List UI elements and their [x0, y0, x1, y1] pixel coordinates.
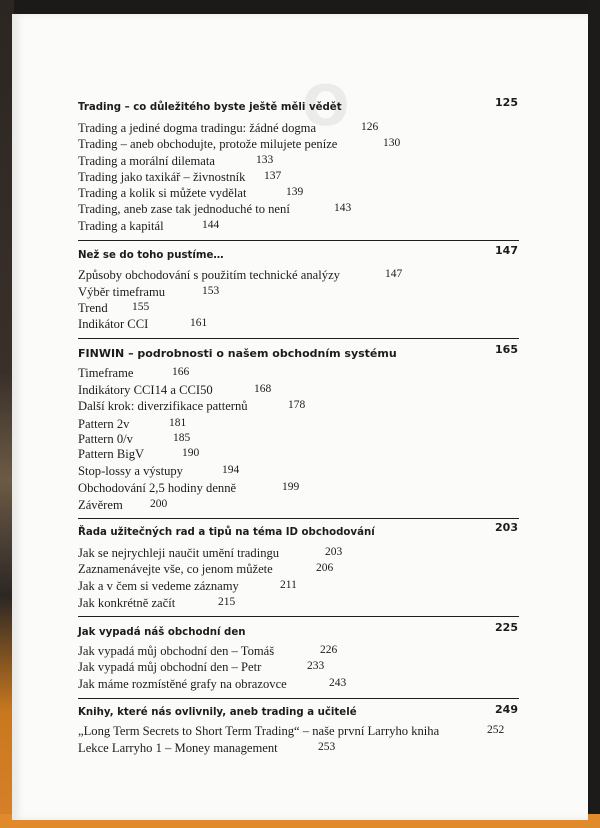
entry-title: Trading jako taxikář – živnostník — [78, 170, 246, 184]
entry-page-number: 243 — [329, 677, 347, 689]
entry-page-number: 139 — [286, 186, 304, 198]
toc-entry — [78, 644, 338, 658]
entry-title: „Long Term Secrets to Short Term Trading“ – naše první Larryho kniha — [78, 724, 440, 738]
entry-title: Jak máme rozmístěné grafy na obrazovce — [78, 677, 287, 691]
entry-page-number: 181 — [169, 417, 187, 429]
toc-entry — [78, 268, 403, 282]
entry-title: Lekce Larryho 1 – Money management — [78, 741, 278, 755]
entry-title: Trading a kapitál — [78, 219, 164, 233]
entry-page-number: 178 — [288, 399, 306, 411]
entry-page-number: 252 — [487, 724, 505, 736]
entry-page-number: 126 — [361, 121, 379, 133]
toc-entry — [78, 481, 300, 495]
section-page-number: 147 — [495, 244, 518, 257]
entry-title: Pattern 0/v — [78, 432, 133, 446]
section-divider — [78, 518, 519, 519]
section-divider — [78, 338, 519, 339]
toc-entry — [78, 562, 334, 576]
entry-title: Trading a jediné dogma tradingu: žádné dogma — [78, 121, 317, 135]
toc-entry — [78, 724, 505, 738]
entry-title: Obchodování 2,5 hodiny denně — [78, 481, 237, 495]
entry-page-number: 144 — [202, 219, 220, 231]
show-through-text: O — [302, 74, 350, 139]
section-page-number: 225 — [495, 621, 518, 634]
section-page-number: 203 — [495, 521, 518, 534]
entry-title: Závěrem — [78, 498, 123, 512]
entry-title: Indikátor CCI — [78, 317, 149, 331]
entry-title: Timeframe — [78, 366, 134, 380]
background-right — [586, 0, 600, 828]
entry-page-number: 190 — [182, 447, 200, 459]
section-heading: Knihy, které nás ovlivnily, aneb trading a učitelé — [78, 707, 357, 718]
toc-entry — [78, 447, 200, 461]
toc-entry — [78, 170, 282, 184]
toc-entry — [78, 579, 297, 593]
section-divider — [78, 698, 519, 699]
entry-title: Další krok: diverzifikace patternů — [78, 399, 248, 413]
entry-page-number: 143 — [334, 202, 352, 214]
entry-page-number: 211 — [280, 579, 297, 591]
section-page-number: 125 — [495, 96, 518, 109]
section-heading: Trading – co důležitého byste ještě měli vědět — [78, 102, 342, 113]
entry-page-number: 233 — [307, 660, 325, 672]
entry-title: Výběr timeframu — [78, 285, 166, 299]
toc-entry — [78, 137, 401, 151]
toc-entry — [78, 154, 274, 168]
toc-entry — [78, 285, 220, 299]
toc-entry — [78, 399, 306, 413]
section-heading: Jak vypadá náš obchodní den — [78, 627, 246, 638]
toc-entry — [78, 202, 352, 216]
section-heading: Než se do toho pustíme… — [78, 250, 224, 261]
entry-title: Jak konkrétně začít — [78, 596, 176, 610]
entry-title: Trading a kolik si můžete vydělat — [78, 186, 247, 200]
entry-page-number: 153 — [202, 285, 220, 297]
entry-title: Jak vypadá můj obchodní den – Tomáš — [78, 644, 275, 658]
entry-page-number: 253 — [318, 741, 336, 753]
entry-page-number: 166 — [172, 366, 190, 378]
toc-entry — [78, 417, 187, 431]
entry-title: Trading, aneb zase tak jednoduché to není — [78, 202, 290, 216]
toc-entry — [78, 677, 347, 691]
section-heading: FINWIN – podrobnosti o našem obchodním systému — [78, 347, 397, 360]
entry-title: Jak se nejrychleji naučit umění tradingu — [78, 546, 280, 560]
entry-title: Způsoby obchodování s použitím technické analýzy — [78, 268, 340, 282]
toc-entry — [78, 464, 240, 478]
section-heading: Řada užitečných rad a tipů na téma ID obchodování — [78, 527, 375, 538]
entry-title: Trend — [78, 301, 108, 315]
section-divider — [78, 616, 519, 617]
entry-page-number: 226 — [320, 644, 338, 656]
toc-entry — [78, 596, 236, 610]
entry-title: Stop-lossy a výstupy — [78, 464, 183, 478]
toc-entry — [78, 186, 304, 200]
entry-title: Pattern 2v — [78, 417, 130, 431]
section-divider — [78, 240, 519, 241]
entry-page-number: 168 — [254, 383, 272, 395]
toc-entry — [78, 219, 220, 233]
entry-page-number: 185 — [173, 432, 191, 444]
entry-title: Jak vypadá můj obchodní den – Petr — [78, 660, 262, 674]
entry-title: Trading a morální dilemata — [78, 154, 215, 168]
toc-entry — [78, 121, 379, 135]
section-page-number: 165 — [495, 343, 518, 356]
entry-page-number: 206 — [316, 562, 334, 574]
entry-page-number: 133 — [256, 154, 274, 166]
toc-entry — [78, 432, 191, 446]
toc-entry — [78, 366, 190, 380]
toc-entry — [78, 546, 343, 560]
entry-page-number: 199 — [282, 481, 300, 493]
entry-page-number: 194 — [222, 464, 240, 476]
entry-page-number: 215 — [218, 596, 236, 608]
toc-entry — [78, 660, 325, 674]
toc-entry — [78, 317, 208, 331]
toc-entry — [78, 383, 272, 397]
entry-page-number: 147 — [385, 268, 403, 280]
entry-page-number: 137 — [264, 170, 282, 182]
entry-page-number: 155 — [132, 301, 150, 313]
section-page-number: 249 — [495, 703, 518, 716]
entry-page-number: 130 — [383, 137, 401, 149]
entry-title: Zaznamenávejte vše, co jenom můžete — [78, 562, 273, 576]
entry-title: Trading – aneb obchodujte, protože milujete peníze — [78, 137, 338, 151]
toc-entry — [78, 741, 336, 755]
entry-page-number: 200 — [150, 498, 168, 510]
entry-title: Pattern BigV — [78, 447, 145, 461]
toc-entry — [78, 301, 150, 315]
entry-title: Indikátory CCI14 a CCI50 — [78, 383, 213, 397]
toc-entry — [78, 498, 168, 512]
entry-title: Jak a v čem si vedeme záznamy — [78, 579, 239, 593]
entry-page-number: 203 — [325, 546, 343, 558]
entry-page-number: 161 — [190, 317, 208, 329]
